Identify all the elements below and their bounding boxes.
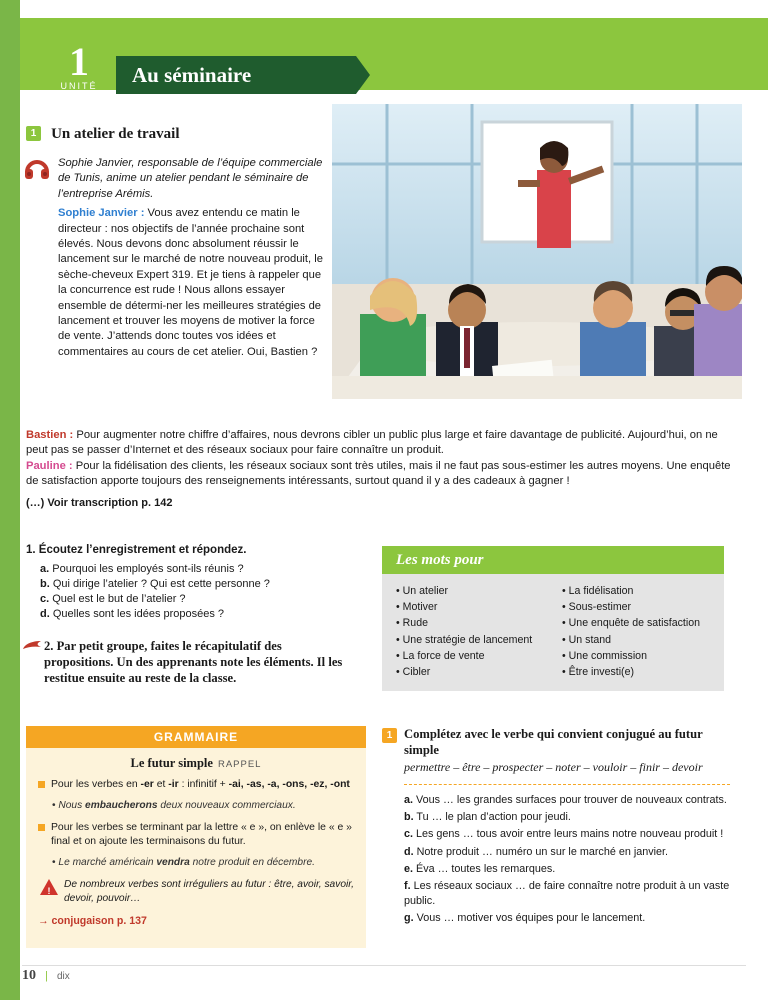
item-letter: c. [40, 593, 50, 605]
item-letter: a. [40, 563, 50, 575]
list-item [404, 793, 730, 808]
example2-part-a: Le marché américain [58, 856, 157, 868]
list-item: • La fidélisation [562, 583, 710, 599]
grammar-rule-1 [38, 778, 354, 793]
list-item: • Être investi(e) [562, 664, 710, 680]
example1-part-a: Nous [58, 799, 86, 811]
bullet-icon [38, 781, 45, 788]
list-item [404, 911, 730, 926]
page-number: 10 [22, 968, 36, 983]
item-text: Qui dirige l’atelier ? Qui est cette personne ? [49, 578, 270, 590]
exercise-1-list [40, 563, 356, 620]
warning-triangle-icon: ! [40, 879, 58, 895]
speaking-activity-icon [22, 640, 42, 656]
audio-headphones-icon[interactable] [24, 158, 50, 180]
list-item [40, 608, 356, 620]
grammar-warning-note [38, 878, 354, 906]
list-item [40, 578, 356, 590]
right-exercise-list [404, 793, 730, 927]
item-text: Les gens … tous avoir entre leurs mains notre nouveau produit ! [413, 828, 724, 841]
item-letter: d. [404, 845, 414, 858]
item-text: Tu … le plan d’action pour jeudi. [413, 811, 571, 824]
dialogue-line-bastien [26, 428, 742, 459]
grammar-example-1 [52, 799, 354, 813]
list-item: • La force de vente [396, 648, 544, 664]
speech-pauline: Pour la fidélisation des clients, les réseaux sociaux sont très utiles, mais il ne faut pas sous-estimer les autres moyens. Une enquête de satisfaction apporte toujours des renseignements intéressants, surtout quand il y a des cadeaux à gagner ! [26, 459, 731, 488]
list-item [404, 879, 730, 909]
grammar-rule-2 [38, 821, 354, 850]
item-letter: b. [40, 578, 50, 590]
section-1-title: Un atelier de travail [51, 126, 180, 142]
footer-separator: | [45, 970, 48, 982]
item-text: Quelles sont les idées proposées ? [49, 608, 225, 620]
unit-title-banner [116, 56, 356, 94]
list-item [404, 862, 730, 877]
seminar-photo [332, 104, 742, 399]
item-letter: g. [404, 912, 414, 925]
item-text: Quel est le but de l’atelier ? [49, 593, 186, 605]
page-footer [22, 968, 70, 984]
vocabulary-title: Les mots pour [382, 546, 724, 574]
section-1-number: 1 [26, 126, 41, 141]
right-exercise-number: 1 [382, 728, 397, 743]
grammar-subtitle-text: Le futur simple [130, 756, 213, 770]
unit-number: 1 [69, 39, 89, 84]
dialogue-line-pauline [26, 459, 742, 490]
item-letter: a. [404, 794, 414, 806]
dialogue-column [58, 156, 330, 360]
list-item: • Motiver [396, 599, 544, 615]
unit-title: Au séminaire [132, 63, 252, 87]
list-item: • Une enquête de satisfaction [562, 615, 710, 631]
list-item [40, 593, 356, 605]
exercise-2 [44, 638, 344, 686]
grammar-example-2 [52, 856, 354, 870]
grammar-box [26, 726, 366, 948]
right-exercise-verbs: permettre – être – prospecter – noter – vouloir – finir – devoir [404, 760, 703, 774]
grammar-body [26, 748, 366, 948]
item-text: Les réseaux sociaux … de faire connaître notre produit à un vaste public. [404, 880, 730, 908]
item-text: Éva … toutes les remarques. [413, 862, 556, 875]
seminar-photo-illustration [332, 104, 742, 399]
example1-part-c: deux nouveaux commerciaux. [157, 799, 296, 811]
item-letter: b. [404, 811, 414, 824]
right-exercise-title: Complétez avec le verbe qui convient conjugué au futur simple [404, 727, 703, 757]
rule1-part-f: -ai, -as, -a, -ons, -ez, -ont [228, 779, 350, 790]
speech-bastien: Pour augmenter notre chiffre d’affaires, nous devrons cibler un public plus large et faire davantage de publicité. Aujourd’hui, on ne peut pas se passer d’Internet et des réseaux sociaux pour faire connaître un produit. [26, 429, 718, 457]
page-number-word: dix [56, 971, 70, 982]
unit-number-block [48, 39, 110, 91]
list-item: • Sous-estimer [562, 599, 710, 615]
list-item: • Une commission [562, 648, 710, 664]
grammar-rappel-tag: RAPPEL [217, 759, 262, 770]
footer-divider [22, 965, 746, 966]
grammar-header: GRAMMAIRE [26, 726, 366, 748]
page-spine [0, 0, 20, 1000]
rule1-part-e: : infinitif + [178, 779, 229, 790]
dialogue-wide-column [26, 428, 742, 511]
example2-part-b: vendra [156, 856, 190, 868]
list-item [404, 845, 730, 860]
item-text: Pourquoi les employés sont-ils réunis ? [49, 563, 244, 575]
rule1-part-c: et [153, 779, 169, 790]
example1-part-b: embaucherons [85, 799, 158, 811]
vocabulary-box [382, 546, 724, 691]
list-item: • Cibler [396, 664, 544, 680]
item-text: Vous … motiver vos équipes pour le lancement. [413, 912, 646, 925]
list-item [40, 563, 356, 575]
vocabulary-column-1 [396, 583, 544, 680]
item-text: Notre produit … numéro un sur le marché en janvier. [413, 845, 669, 858]
conjugation-link[interactable]: → conjugaison p. 137 [38, 914, 147, 927]
right-exercise [382, 726, 730, 929]
rule1-part-d: -ir [168, 779, 179, 790]
list-item [404, 810, 730, 825]
item-letter: c. [404, 828, 414, 841]
list-item: • Une stratégie de lancement [396, 632, 544, 648]
page-header [20, 18, 768, 90]
divider [404, 784, 730, 785]
list-item: • Un atelier [396, 583, 544, 599]
rule1-part-b: -er [140, 779, 154, 790]
grammar-subtitle [38, 756, 354, 771]
item-letter: f. [404, 880, 411, 893]
unit-label: UNITÉ [60, 81, 98, 91]
speaker-bastien: Bastien : [26, 429, 74, 441]
speech-sophie: Vous avez entendu ce matin le directeur : nos objectifs de l’année prochaine sont élevés. Nous devons donc absolument réussir le lancement sur le marché de notre nouveau produit, le sèche-cheveux Expert 319. Et je tiens à rappeler que la concurrence est rude ! Nous allons essayer ensemble de détermi-ner les meilleures stratégies de lancement et trouver les moyens de motiver la force de vente. J’attends donc toutes vos idées et commentaires au cours de cet atelier. Oui, Bastien ? [58, 207, 323, 358]
list-item [404, 827, 730, 842]
exercise-1-title: 1. Écoutez l’enregistrement et répondez. [26, 544, 247, 556]
item-letter: d. [40, 608, 50, 620]
rule1-part-a: Pour les verbes en [51, 779, 141, 790]
speaker-pauline: Pauline : [26, 459, 73, 472]
exercise-2-text: 2. Par petit groupe, faites le récapitulatif des propositions. Un des apprenants note les éléments. Il les restitue ensuite au reste de la classe. [44, 639, 343, 685]
list-item: • Un stand [562, 632, 710, 648]
exercise-1 [26, 544, 356, 623]
speaker-sophie: Sophie Janvier : [58, 207, 145, 220]
vocabulary-body [382, 574, 724, 691]
item-letter: e. [404, 862, 414, 875]
item-text: Vous … les grandes surfaces pour trouver de nouveaux contrats. [413, 794, 727, 806]
section-1-heading [26, 126, 326, 143]
vocabulary-column-2 [562, 583, 710, 680]
grammar-note-text: De nombreux verbes sont irréguliers au futur : être, avoir, savoir, devoir, pouvoir… [64, 878, 354, 904]
dialogue-intro: Sophie Janvier, responsable de l’équipe commerciale de Tunis, anime un atelier pendant le séminaire de l’entreprise Arémis. [58, 157, 323, 200]
transcription-note: (…) Voir transcription p. 142 [26, 496, 173, 509]
list-item: • Rude [396, 615, 544, 631]
bullet-icon [38, 824, 45, 831]
example2-part-c: notre produit en décembre. [189, 856, 315, 868]
rule2-text: Pour les verbes se terminant par la lettre « e », on enlève le « e » final et on ajoute les terminaisons du futur. [51, 821, 352, 848]
